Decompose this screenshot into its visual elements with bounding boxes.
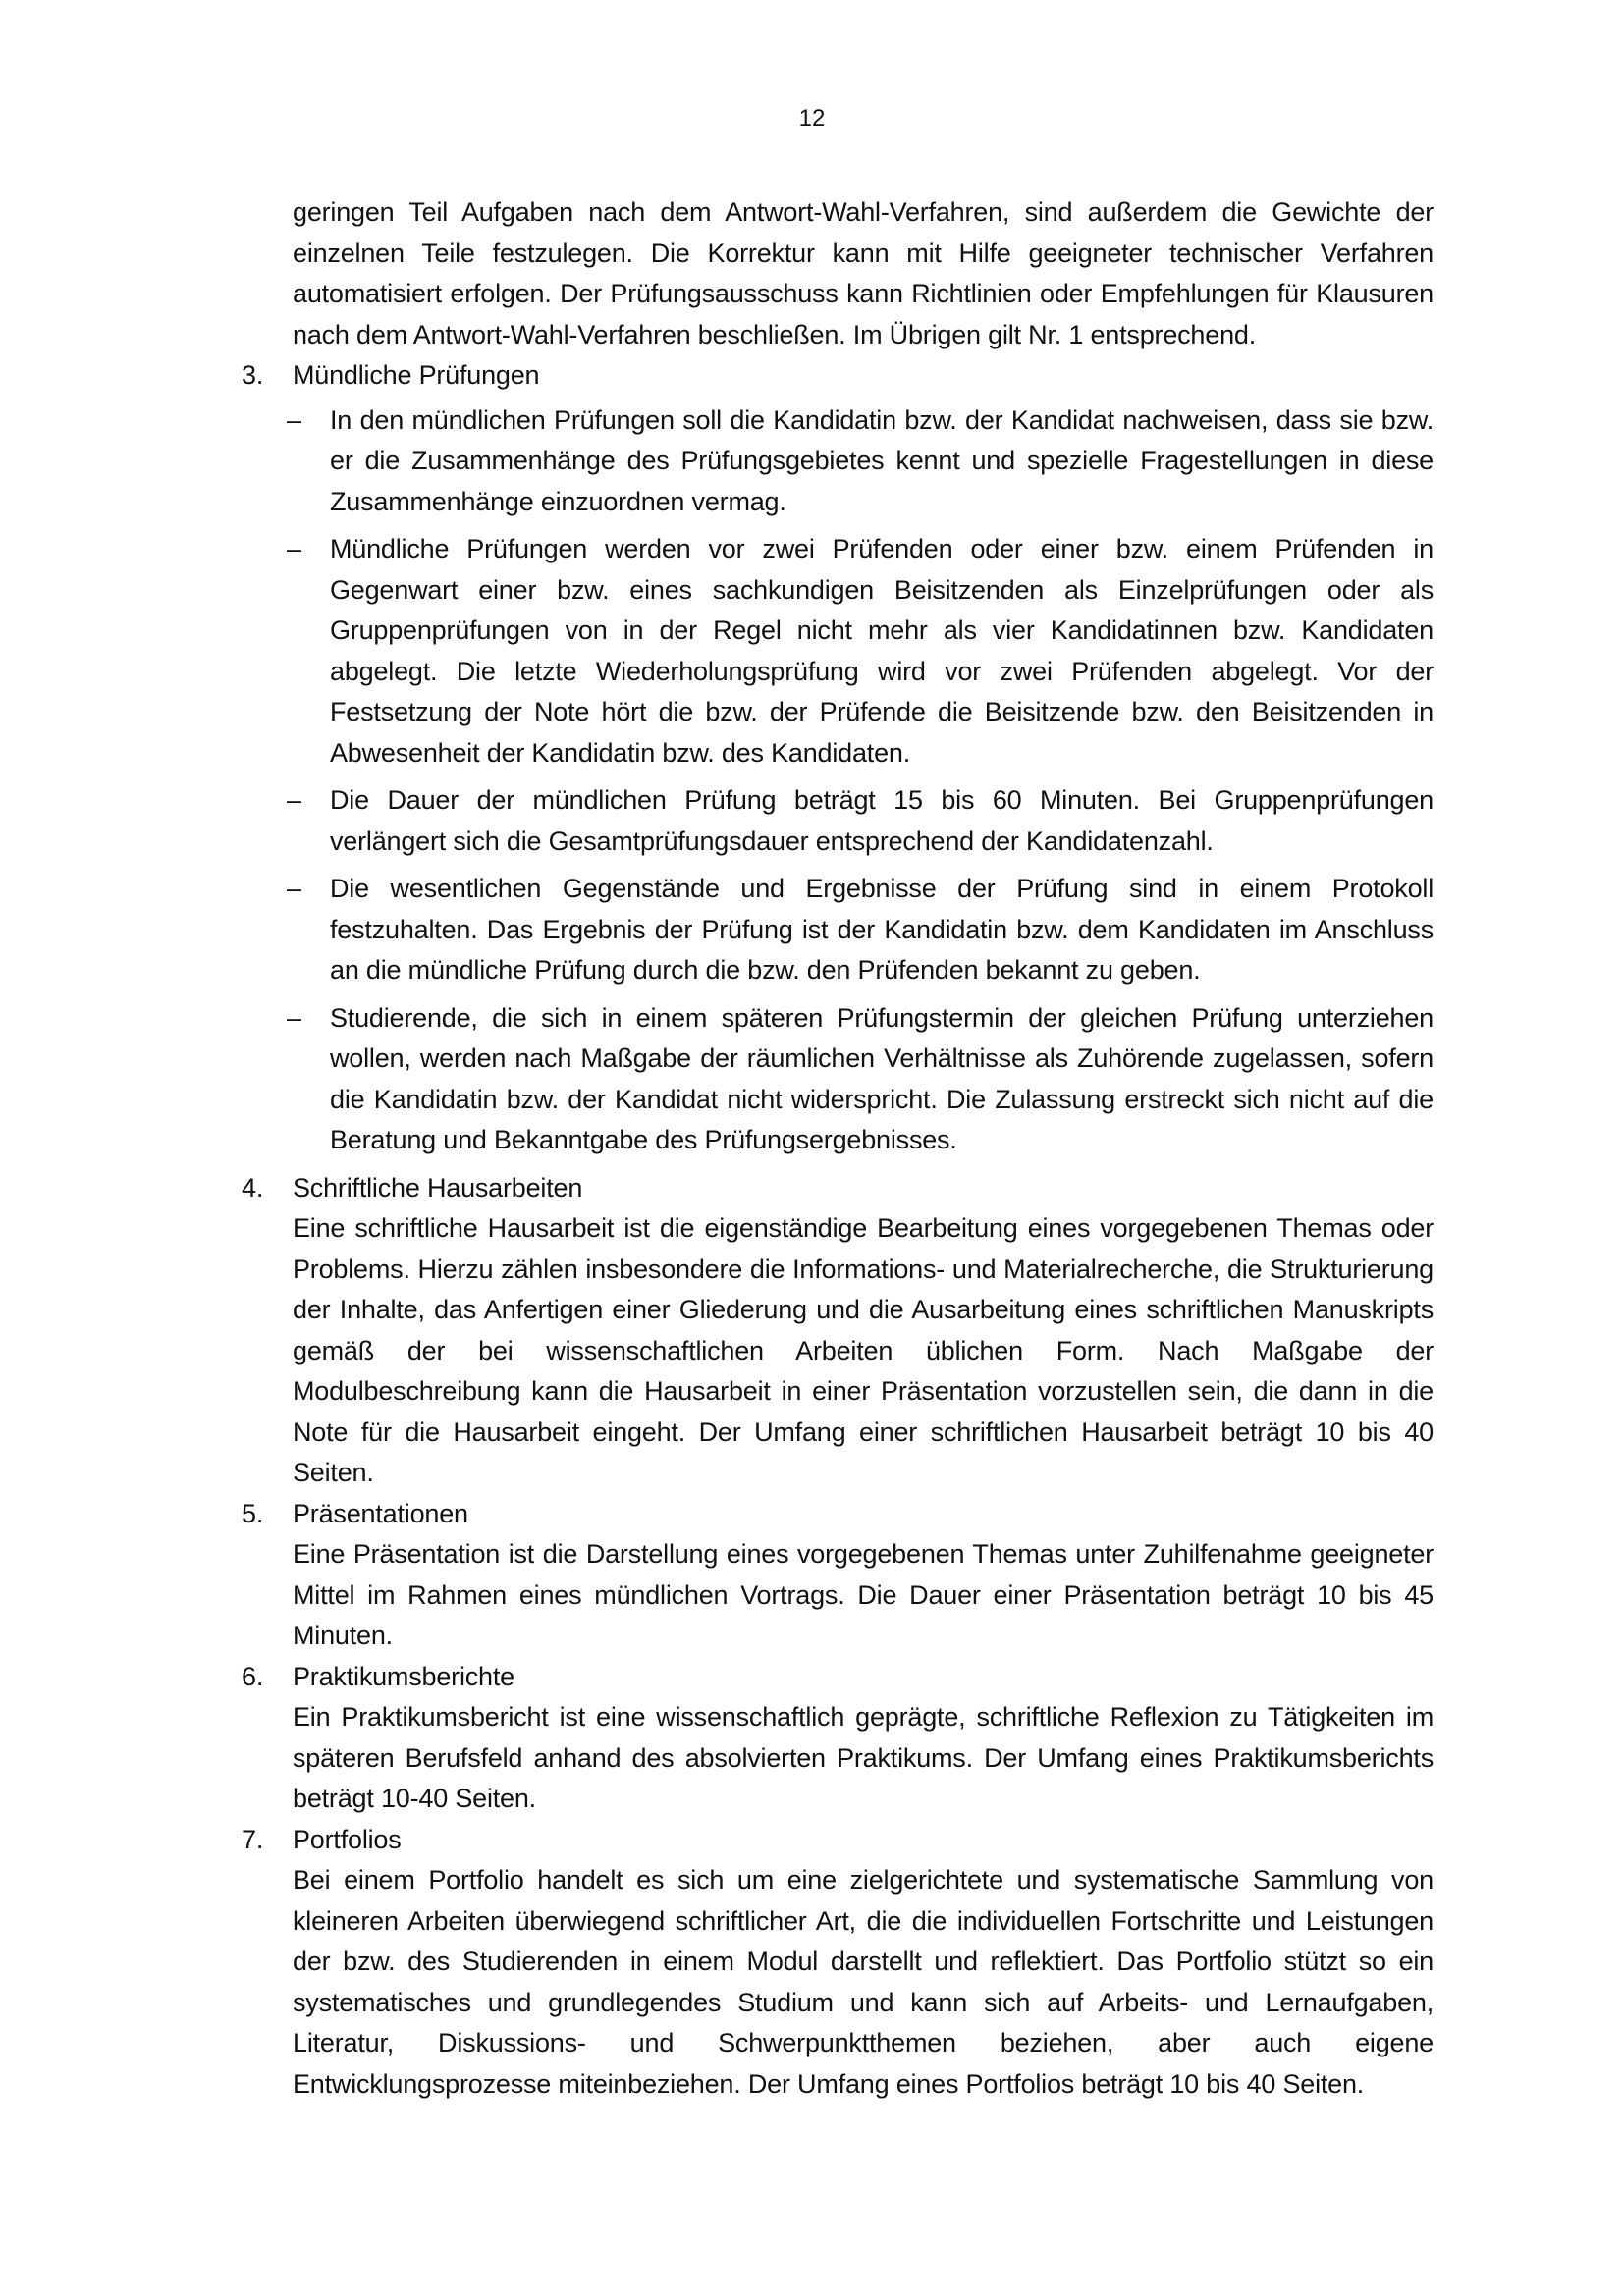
section-heading (242, 1168, 1434, 1209)
section-5-praesentationen (242, 1494, 1434, 1657)
section-body: Eine schriftliche Hausarbeit ist die eigenständige Bearbeitung eines vorgegebenen Themas oder Problems. Hierzu zählen insbesondere die Informations- und Materialrecherche, die Strukturierung der Inhalte, das Anfertigen einer Gliederung und die Ausarbeitung eines schriftlichen Manuskripts gemäß der bei wissenschaftlichen Arbeiten üblichen Form. Nach Maßgabe der Modulbeschreibung kann die Hausarbeit in einer Präsentation vorzustellen sein, die dann in die Note für die Hausarbeit eingeht. Der Umfang einer schriftlichen Hausarbeit beträgt 10 bis 40 Seiten. (293, 1213, 1434, 1487)
section-title: Praktikumsberichte (293, 1661, 514, 1691)
section-heading (242, 1657, 1434, 1698)
section-number: 3. (242, 360, 264, 390)
section-number: 5. (242, 1498, 264, 1528)
section-body: Bei einem Portfolio handelt es sich um eine zielgerichtete und systematische Sammlung von kleineren Arbeiten überwiegend schriftlicher Art, die die individuellen Fortschritte und Leistungen der bzw. des Studierenden in einem Modul darstellt und reflektiert. Das Portfolio stützt so ein systematisches und grundlegendes Studium und kann sich auf Arbeits- und Lernaufgaben, Literatur, Diskussions- und Schwerpunktthemen beziehen, aber auch eigene Entwicklungsprozesse miteinbeziehen. Der Umfang eines Portfolios beträgt 10 bis 40 Seiten. (293, 1865, 1434, 2099)
list-item (287, 400, 1434, 523)
section-4-hausarbeiten (242, 1168, 1434, 1494)
section-title: Portfolios (293, 1824, 402, 1854)
dash-list (287, 400, 1434, 1161)
dash-bullet: – (287, 1002, 301, 1033)
section-title: Schriftliche Hausarbeiten (293, 1172, 583, 1202)
list-item (287, 529, 1434, 774)
intro-paragraph: geringen Teil Aufgaben nach dem Antwort-Wahl-Verfahren, sind außerdem die Gewichte der einzelnen Teile festzulegen. Die Korrektur kann mit Hilfe geeigneter technischer Verfahren automatisiert erfolgen. Der Prüfungsausschuss kann Richtlinien oder Empfehlungen für Klausuren nach dem Antwort-Wahl-Verfahren beschließen. Im Übrigen gilt Nr. 1 entsprechend. (293, 197, 1434, 349)
section-body: Ein Praktikumsbericht ist eine wissenschaftlich geprägte, schriftliche Reflexion zu Tätigkeiten im späteren Berufsfeld anhand des absolvierten Praktikums. Der Umfang eines Praktikumsberichts beträgt 10-40 Seiten. (293, 1702, 1434, 1813)
list-item-text: In den mündlichen Prüfungen soll die Kandidatin bzw. der Kandidat nachweisen, dass sie bzw. er die Zusammenhänge des Prüfungsgebietes kennt und spezielle Fragestellungen in diese Zusammenhänge einzuordnen vermag. (330, 404, 1434, 516)
section-body: Eine Präsentation ist die Darstellung eines vorgegebenen Themas unter Zuhilfenahme geeigneter Mittel im Rahmen eines mündlichen Vortrags. Die Dauer einer Präsentation beträgt 10 bis 45 Minuten. (293, 1539, 1434, 1650)
section-heading (242, 355, 1434, 397)
list-item (287, 998, 1434, 1161)
section-heading (242, 1820, 1434, 1861)
dash-bullet: – (287, 534, 301, 563)
section-3-muendliche-pruefungen (242, 355, 1434, 1161)
section-7-portfolios (242, 1820, 1434, 2106)
section-heading (242, 1494, 1434, 1535)
section-number: 7. (242, 1824, 264, 1854)
document-body (242, 192, 1434, 2105)
section-number: 6. (242, 1661, 264, 1691)
section-6-praktikumsberichte (242, 1657, 1434, 1820)
section-title: Präsentationen (293, 1498, 468, 1528)
page-number: 12 (798, 105, 826, 132)
list-item-text: Die wesentlichen Gegenstände und Ergebnisse der Prüfung sind in einem Protokoll festzuhalten. Das Ergebnis der Prüfung ist der Kandidatin bzw. dem Kandidaten im Anschluss an die mündliche Prüfung durch die bzw. den Prüfenden bekannt zu geben. (330, 874, 1434, 985)
dash-bullet: – (287, 874, 301, 903)
section-title: Mündliche Prüfungen (293, 360, 540, 390)
section-number: 4. (242, 1172, 264, 1202)
list-item-text: Studierende, die sich in einem späteren Prüfungstermin der gleichen Prüfung unterziehen wollen, werden nach Maßgabe der räumlichen Verhältnisse als Zuhörende zugelassen, sofern die Kandidatin bzw. der Kandidat nicht widerspricht. Die Zulassung erstreckt sich nicht auf die Beratung und Bekanntgabe des Prüfungsergebnisses. (330, 1002, 1434, 1154)
list-item-text: Die Dauer der mündlichen Prüfung beträgt 15 bis 60 Minuten. Bei Gruppenprüfungen verlängert sich die Gesamtprüfungsdauer entsprechend der Kandidatenzahl. (330, 785, 1434, 856)
list-item (287, 869, 1434, 991)
list-item (287, 780, 1434, 862)
list-item-text: Mündliche Prüfungen werden vor zwei Prüfenden oder einer bzw. einem Prüfenden in Gegenwart einer bzw. eines sachkundigen Beisitzenden als Einzelprüfungen oder als Gruppenprüfungen von in der Regel nicht mehr als vier Kandidatinnen bzw. Kandidaten abgelegt. Die letzte Wiederholungsprüfung wird vor zwei Prüfenden abgelegt. Vor der Festsetzung der Note hört die bzw. der Prüfende die Beisitzende bzw. den Beisitzenden in Abwesenheit der Kandidatin bzw. des Kandidaten. (330, 534, 1434, 768)
dash-bullet: – (287, 785, 301, 815)
dash-bullet: – (287, 404, 301, 435)
